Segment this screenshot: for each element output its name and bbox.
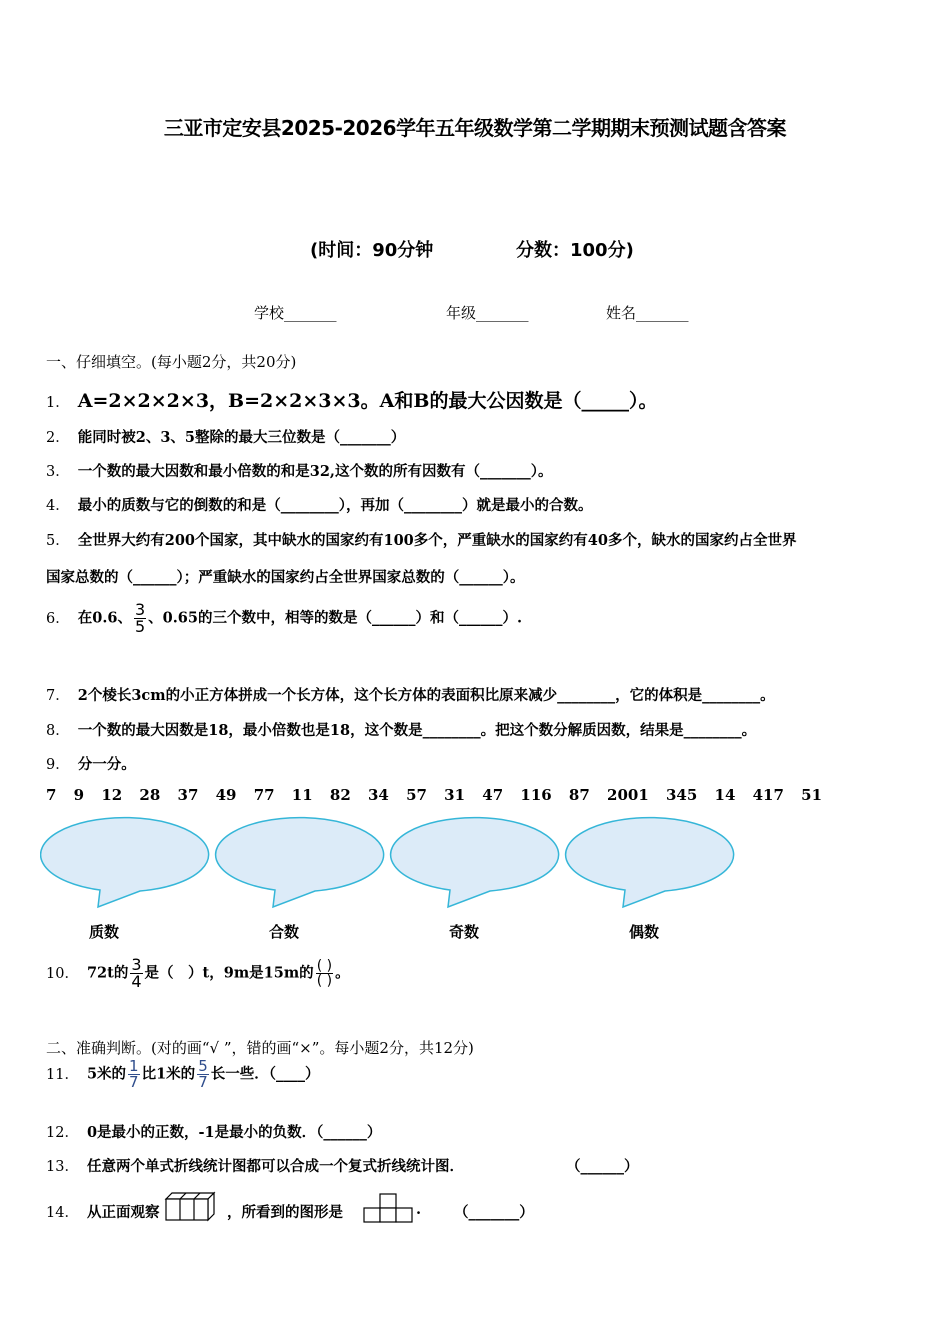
question-5-continued: 国家总数的（______）；严重缺水的国家约占全世界国家总数的（______）。 [46, 569, 525, 586]
fraction: $\frac{1}{7}$ [129, 1057, 139, 1091]
answer-blank: （_______） [454, 1204, 534, 1221]
question-text: A=2×2×2×3，B=2×2×3×3。A和B的最大公因数是（_____）。 [77, 390, 658, 412]
question-6 [46, 602, 522, 635]
question-text: 全世界大约有200个国家，其中缺水的国家约有100多个，严重缺水的国家约有40多个，缺水的国家约占全世界 [77, 532, 797, 549]
question-number: 5． [46, 533, 70, 549]
question-11 [46, 1059, 319, 1090]
bubble-label-prime: 质数 [89, 923, 120, 941]
question-number: 1． [46, 395, 70, 411]
cube-solid-figure [162, 1190, 224, 1222]
section-1-heading: 一、仔细填空。(每小题2分，共20分) [46, 353, 297, 371]
question-text: 能同时被2、3、5整除的最大三位数是（_______） [77, 429, 406, 446]
question-number: 13． [46, 1159, 79, 1175]
question-text: 72t的 [86, 964, 129, 982]
question-14 [46, 1201, 159, 1222]
speech-bubble-even [566, 818, 734, 907]
question-text: 一个数的最大因数是18，最小倍数也是18，这个数是________。把这个数分解质因数，结果是________。 [77, 722, 757, 739]
fraction: $\frac{5}{7}$ [198, 1057, 208, 1091]
speech-bubbles [40, 812, 750, 912]
question-number: 3． [46, 464, 70, 480]
speech-bubble-composite [216, 818, 384, 907]
question-8 [46, 719, 756, 740]
question-number: 8． [46, 723, 70, 739]
question-3 [46, 460, 552, 481]
question-text: 一个数的最大因数和最小倍数的和是32,这个数的所有因数有（_______）。 [77, 463, 553, 480]
school-field: 学校_______ [254, 304, 337, 322]
page-title: 三亚市定安县2025-2026学年五年级数学第二学期期末预测试题含答案 [163, 116, 787, 140]
number-list: 7 9 12 28 37 49 77 11 82 34 57 31 47 116 87 2001 345 14 417 51 [46, 786, 823, 804]
question-text: 。 [335, 964, 350, 982]
question-number: 4． [46, 498, 70, 514]
speech-bubble-odd [391, 818, 559, 907]
bubble-label-even: 偶数 [629, 923, 660, 941]
bubble-label-odd: 奇数 [449, 923, 480, 941]
question-number: 11． [46, 1066, 79, 1083]
question-text: 5米的 [86, 1065, 127, 1083]
question-text: 比1米的 [141, 1065, 196, 1083]
question-text: 从正面观察 [86, 1204, 160, 1221]
question-12 [46, 1121, 381, 1142]
question-7 [46, 684, 775, 705]
name-field: 姓名_______ [606, 304, 689, 322]
question-number: 6． [46, 610, 70, 627]
question-number: 2． [46, 430, 70, 446]
answer-blank: （______） [566, 1158, 639, 1175]
question-text: 最小的质数与它的倒数的和是（________），再加（________）就是最小的合数。 [77, 497, 593, 514]
question-9 [46, 753, 136, 774]
question-number: 9． [46, 757, 70, 773]
question-text: 长一些．（____） [210, 1065, 320, 1083]
bubble-label-composite: 合数 [269, 923, 300, 941]
question-number: 14． [46, 1205, 79, 1221]
question-text: 在0.6、 [77, 609, 132, 627]
question-5 [46, 529, 796, 550]
grade-field: 年级_______ [446, 304, 529, 322]
question-text: 任意两个单式折线统计图都可以合成一个复式折线统计图． [86, 1158, 464, 1175]
exam-score: 分数：100分) [516, 240, 634, 261]
speech-bubble-prime [41, 818, 209, 907]
exam-time: (时间：90分钟 [310, 240, 434, 261]
question-1 [46, 386, 657, 413]
question-text: 2个棱长3cm的小正方体拼成一个长方体，这个长方体的表面积比原来减少________，它的体积是________。 [77, 687, 775, 704]
question-text: . [416, 1201, 422, 1218]
question-10 [46, 957, 350, 990]
question-text: ，所看到的图形是 [227, 1204, 343, 1221]
section-2-heading: 二、准确判断。(对的画“√ ”，错的画“×”。每小题2分，共12分) [46, 1039, 474, 1057]
fraction: $\frac{3}{5}$ [134, 600, 146, 636]
question-text: 0是最小的正数，-1是最小的负数．（______） [86, 1124, 382, 1141]
question-4 [46, 494, 592, 515]
question-2 [46, 426, 405, 447]
question-text: 分一分。 [77, 756, 136, 773]
question-number: 10． [46, 965, 79, 982]
question-number: 12． [46, 1125, 79, 1141]
question-text: 是（ ）t，9m是15m的 [144, 964, 314, 982]
fraction: $\frac{3}{4}$ [131, 955, 142, 991]
question-13 [46, 1155, 464, 1176]
front-view-figure [362, 1192, 414, 1224]
question-text: 、0.65的三个数中，相等的数是（______）和（______）. [148, 609, 523, 627]
blank-fraction: $\frac{( )}{( )}$ [316, 958, 333, 989]
question-number: 7． [46, 688, 70, 704]
